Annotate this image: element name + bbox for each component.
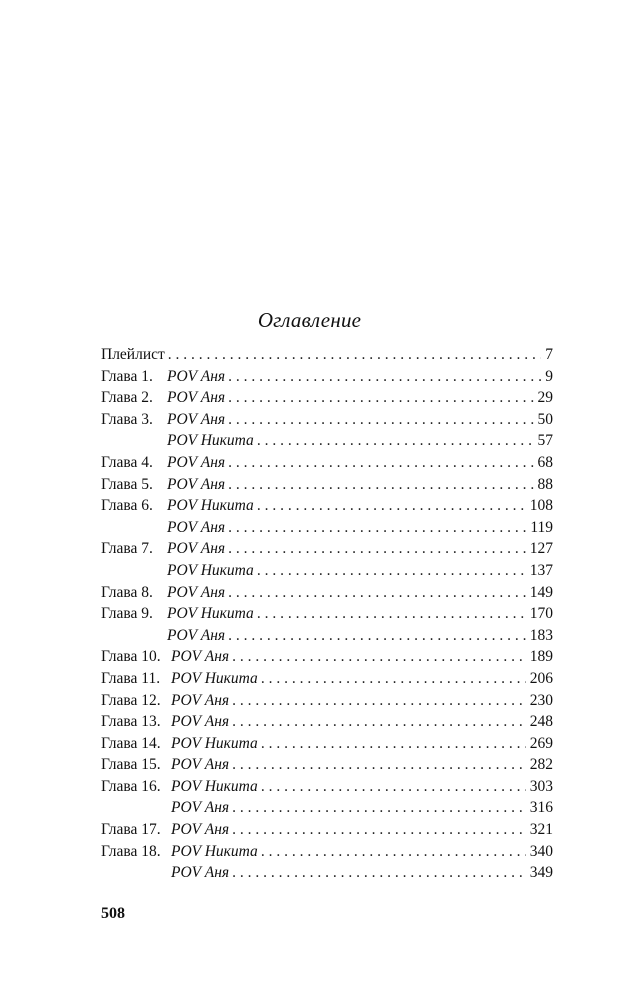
toc-entry	[101, 690, 553, 712]
toc-chapter-number: Глава 4.	[101, 453, 153, 471]
toc-chapter-number: Глава 17.	[101, 821, 161, 839]
toc-page-number: 230	[529, 691, 553, 709]
dot-leader	[261, 841, 526, 863]
toc-entry-title: POV Аня	[167, 475, 226, 493]
dot-leader	[232, 754, 526, 776]
toc-entry-title: POV Аня	[171, 648, 230, 666]
dot-leader	[257, 495, 526, 517]
toc-page-number: 303	[529, 777, 553, 795]
toc-chapter-number: Глава 7.	[101, 540, 153, 558]
toc-chapter-number: Глава 9.	[101, 605, 153, 623]
toc-chapter-number: Глава 1.	[101, 367, 153, 385]
toc-page-number: 88	[537, 475, 553, 493]
toc-page-number: 189	[529, 648, 553, 666]
toc-entry	[101, 430, 553, 452]
toc-page-number: 119	[530, 518, 553, 536]
toc-chapter-number: Глава 18.	[101, 842, 161, 860]
toc-page-number: 9	[545, 367, 553, 385]
dot-leader	[228, 452, 533, 474]
toc-entry	[101, 625, 553, 647]
toc-page-number: 321	[529, 821, 553, 839]
toc-entry	[101, 776, 553, 798]
toc-entry-title: POV Аня	[167, 583, 226, 601]
toc-entry	[101, 582, 553, 604]
toc-chapter-number: Глава 12.	[101, 691, 161, 709]
toc-entry-title: POV Аня	[167, 518, 226, 536]
toc-entry-title: POV Аня	[171, 713, 230, 731]
toc-chapter-number: Глава 16.	[101, 777, 161, 795]
dot-leader	[232, 690, 526, 712]
toc-entry	[101, 560, 553, 582]
toc-page-number: 137	[529, 561, 553, 579]
toc-heading: Оглавление	[257, 308, 362, 332]
dot-leader	[228, 517, 526, 539]
toc-entry	[101, 841, 553, 863]
toc-page-number: 170	[529, 605, 553, 623]
toc-entry-title: POV Аня	[167, 453, 226, 471]
toc-entry-title: POV Никита	[167, 561, 254, 579]
dot-leader	[257, 430, 534, 452]
toc-entry-title: POV Никита	[171, 669, 258, 687]
toc-entry	[101, 538, 553, 560]
toc-page-number: 316	[529, 799, 553, 817]
toc-page-number: 269	[529, 734, 553, 752]
toc-entry-title: POV Никита	[171, 734, 258, 752]
toc-entry	[101, 603, 553, 625]
dot-leader	[228, 538, 526, 560]
table-of-contents	[101, 344, 553, 884]
toc-entry-title: POV Аня	[171, 756, 230, 774]
toc-chapter-number: Глава 14.	[101, 734, 161, 752]
toc-entry-title: POV Никита	[171, 777, 258, 795]
toc-entry	[101, 862, 553, 884]
dot-leader	[228, 474, 533, 496]
dot-leader	[232, 819, 526, 841]
toc-chapter-number: Глава 13.	[101, 713, 161, 731]
dot-leader	[261, 733, 526, 755]
toc-page-number: 57	[537, 432, 553, 450]
toc-entry-title: POV Никита	[167, 497, 254, 515]
dot-leader	[228, 409, 533, 431]
toc-entry-title: Плейлист	[101, 346, 165, 363]
toc-entry-title: POV Аня	[167, 540, 226, 558]
toc-entry-title: POV Аня	[167, 367, 226, 385]
toc-entry	[101, 797, 553, 819]
dot-leader	[232, 646, 526, 668]
toc-page-number: 248	[529, 713, 553, 731]
dot-leader	[261, 668, 526, 690]
toc-entry	[101, 517, 553, 539]
toc-entry-title: POV Аня	[167, 410, 226, 428]
toc-chapter-number: Глава 2.	[101, 389, 153, 407]
dot-leader	[228, 387, 533, 409]
dot-leader	[232, 797, 526, 819]
toc-entry-title: POV Никита	[171, 842, 258, 860]
toc-page-number: 7	[545, 346, 553, 363]
toc-entry	[101, 733, 553, 755]
toc-chapter-number: Глава 15.	[101, 756, 161, 774]
dot-leader	[257, 603, 526, 625]
toc-page-number: 349	[529, 864, 553, 882]
toc-entry	[101, 668, 553, 690]
toc-chapter-number: Глава 11.	[101, 669, 161, 687]
toc-page-number: 29	[537, 389, 553, 407]
toc-page-number: 206	[529, 669, 553, 687]
toc-entry	[101, 409, 553, 431]
dot-leader	[228, 582, 526, 604]
dot-leader	[257, 560, 526, 582]
toc-entry-title: POV Аня	[171, 691, 230, 709]
toc-entry-title: POV Аня	[171, 821, 230, 839]
toc-page-number: 340	[529, 842, 553, 860]
dot-leader	[232, 711, 526, 733]
toc-entry	[101, 344, 553, 366]
toc-entry	[101, 646, 553, 668]
toc-chapter-number: Глава 8.	[101, 583, 153, 601]
page-number: 508	[101, 905, 125, 922]
toc-page-number: 149	[529, 583, 553, 601]
dot-leader	[228, 625, 526, 647]
toc-entry-title: POV Аня	[171, 799, 230, 817]
dot-leader	[168, 344, 541, 366]
toc-page-number: 282	[529, 756, 553, 774]
toc-entry-title: POV Аня	[167, 389, 226, 407]
toc-entry-title: POV Аня	[171, 864, 230, 882]
toc-entry-title: POV Аня	[167, 626, 226, 644]
toc-page-number: 127	[529, 540, 553, 558]
toc-chapter-number: Глава 5.	[101, 475, 153, 493]
dot-leader	[261, 776, 526, 798]
toc-entry-title: POV Никита	[167, 432, 254, 450]
toc-entry	[101, 819, 553, 841]
toc-entry	[101, 754, 553, 776]
toc-entry	[101, 366, 553, 388]
toc-page-number: 108	[529, 497, 553, 515]
toc-entry	[101, 474, 553, 496]
toc-page-number: 183	[529, 626, 553, 644]
toc-entry	[101, 452, 553, 474]
toc-chapter-number: Глава 6.	[101, 497, 153, 515]
toc-page-number: 68	[537, 453, 553, 471]
toc-entry	[101, 711, 553, 733]
dot-leader	[228, 366, 541, 388]
toc-entry-title: POV Никита	[167, 605, 254, 623]
toc-page-number: 50	[537, 410, 553, 428]
toc-chapter-number: Глава 10.	[101, 648, 161, 666]
toc-chapter-number: Глава 3.	[101, 410, 153, 428]
dot-leader	[232, 862, 526, 884]
toc-entry	[101, 495, 553, 517]
toc-entry	[101, 387, 553, 409]
